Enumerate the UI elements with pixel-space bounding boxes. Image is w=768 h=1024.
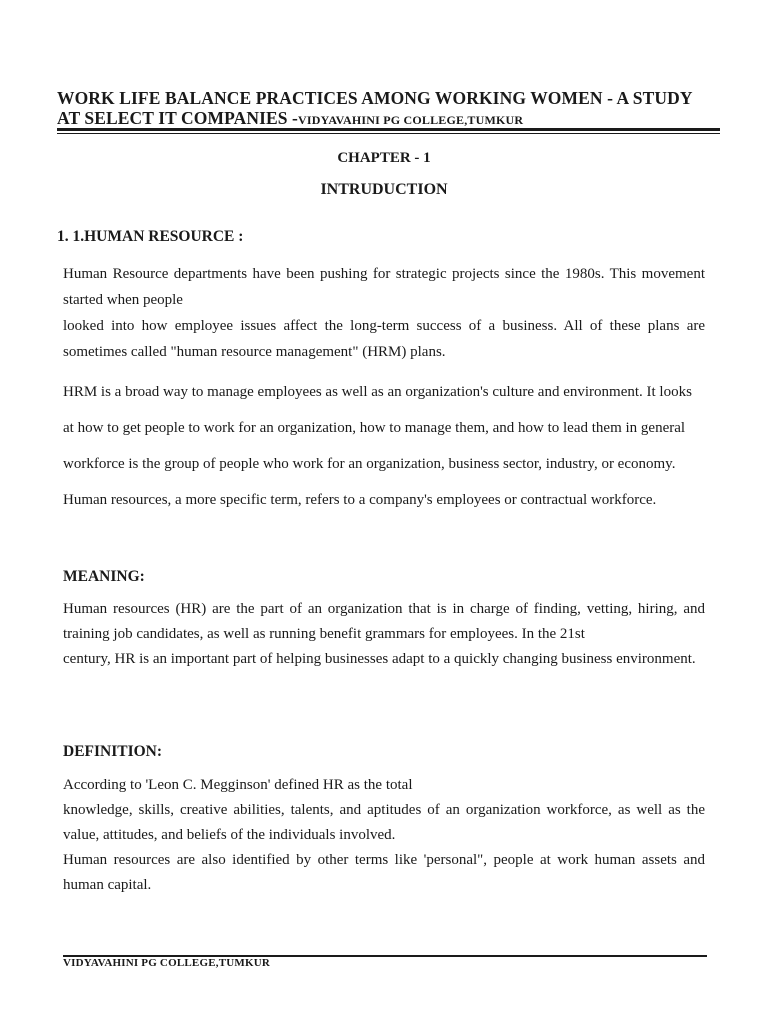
definition-line3: Human resources are also identified by other terms like 'personal", people at work human assets and human capital. — [63, 852, 705, 893]
hr-paragraph-1-line1: Human Resource departments have been pushing for strategic projects since the 1980s. This movement started when people — [63, 266, 705, 308]
definition-paragraph — [63, 773, 705, 898]
footer-text: VIDYAVAHINI PG COLLEGE,TUMKUR — [63, 957, 270, 969]
meaning-line1: Human resources (HR) are the part of an organization that is in charge of finding, vetting, hiring, and training job candidates, as well as running benefit grammars for employees. In the 21st — [63, 601, 705, 642]
hr-paragraph-2-text: HRM is a broad way to manage employees as well as an organization's culture and environment. It looks at how to get people to work for an organization, how to manage them, and how to lead them in general workforce is the group of people who work for an organization, business sector, industry, or economy. Human resources, a more specific term, refers to a company's employees or contractual workforce. — [63, 384, 692, 508]
section-heading-meaning: MEANING: — [63, 568, 145, 585]
section-heading-definition: DEFINITION: — [63, 743, 163, 760]
header-rule-thin — [57, 133, 720, 134]
hr-paragraph-1 — [63, 261, 705, 365]
header-title-suffix: VIDYAVAHINI PG COLLEGE,TUMKUR — [297, 113, 524, 127]
meaning-line2: century, HR is an important part of helping businesses adapt to a quickly changing business environment. — [63, 651, 696, 667]
page-header-title — [57, 88, 717, 130]
meaning-paragraph — [63, 597, 705, 672]
hr-paragraph-1-line2: looked into how employee issues affect the long-term success of a business. All of these plans are sometimes called "human resource management" (HRM) plans. — [63, 318, 705, 360]
definition-line1: According to 'Leon C. Megginson' defined HR as the total — [63, 777, 413, 793]
header-title-main: WORK LIFE BALANCE PRACTICES AMONG WORKING WOMEN - A STUDY AT SELECT IT COMPANIES - — [57, 88, 692, 128]
chapter-title: INTRUDUCTION — [320, 181, 448, 198]
chapter-number: CHAPTER - 1 — [337, 150, 431, 166]
hr-paragraph-2 — [63, 374, 705, 518]
header-rule-thick — [57, 128, 720, 131]
definition-line2: knowledge, skills, creative abilities, talents, and aptitudes of an organization workforce, as well as the value, attitudes, and beliefs of the individuals involved. — [63, 802, 705, 843]
section-heading-human-resource: 1. 1.HUMAN RESOURCE : — [57, 228, 244, 245]
